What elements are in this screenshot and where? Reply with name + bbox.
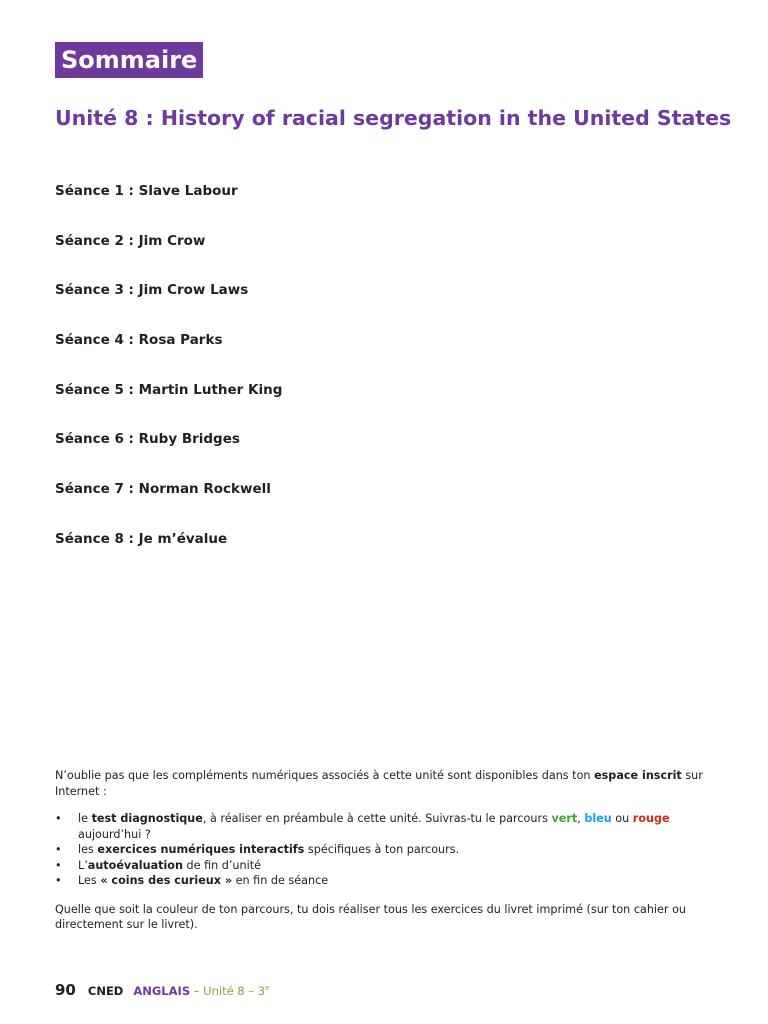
bullet-icon: • [55, 874, 62, 887]
resource-item-interactive-exercises: • les exercices numériques interactifs spécifiques à ton parcours. [55, 843, 460, 856]
resource-item-self-assessment: • L’autoévaluation de fin d’unité [55, 858, 261, 872]
session-item: Séance 5 : Martin Luther King [55, 381, 283, 398]
path-red-label: rouge [632, 812, 670, 825]
resource-item-curious-corners: • Les « coins des curieux » en fin de séance [55, 874, 329, 887]
session-item: Séance 1 : Slave Labour [55, 183, 238, 199]
resource-item-diagnostic-test: • le test diagnostique, à réaliser en préambule à cette unité. Suivras-tu le parcours vert, bleu ou rouge aujourd’hui ? [55, 812, 670, 841]
session-item: Séance 8 : Je m’évalue [55, 530, 228, 547]
session-item: Séance 4 : Rosa Parks [55, 332, 223, 349]
session-item: Séance 2 : Jim Crow [55, 232, 206, 249]
footer-org: CNED [87, 983, 124, 998]
bullet-icon: • [55, 858, 62, 872]
unit-title: Unité 8 : History of racial segregation in the United States [55, 106, 732, 130]
digital-resources-notice [55, 768, 715, 933]
notice-closing: Quelle que soit la couleur de ton parcours, tu dois réaliser tous les exercices du livret imprimé (sur ton cahier ou directement sur le livret). [55, 902, 687, 931]
session-list [55, 181, 282, 579]
session-item: Séance 3 : Jim Crow Laws [55, 282, 249, 299]
section-header: Sommaire [55, 42, 203, 78]
notice-intro: N’oublie pas que les compléments numériques associés à cette unité sont disponibles dans ton espace inscrit sur Internet : [55, 769, 703, 798]
bullet-icon: • [55, 812, 62, 825]
page-footer [55, 978, 269, 1001]
path-green-label: vert [551, 812, 578, 825]
session-item: Séance 7 : Norman Rockwell [55, 481, 271, 498]
bullet-icon: • [55, 843, 62, 856]
page-number: 90 [55, 980, 76, 999]
footer-subject: ANGLAIS [133, 983, 191, 998]
path-blue-label: bleu [584, 812, 612, 825]
session-item: Séance 6 : Ruby Bridges [55, 431, 240, 448]
footer-unit: – Unité 8 – 3e [190, 983, 270, 998]
resource-list [55, 811, 715, 889]
